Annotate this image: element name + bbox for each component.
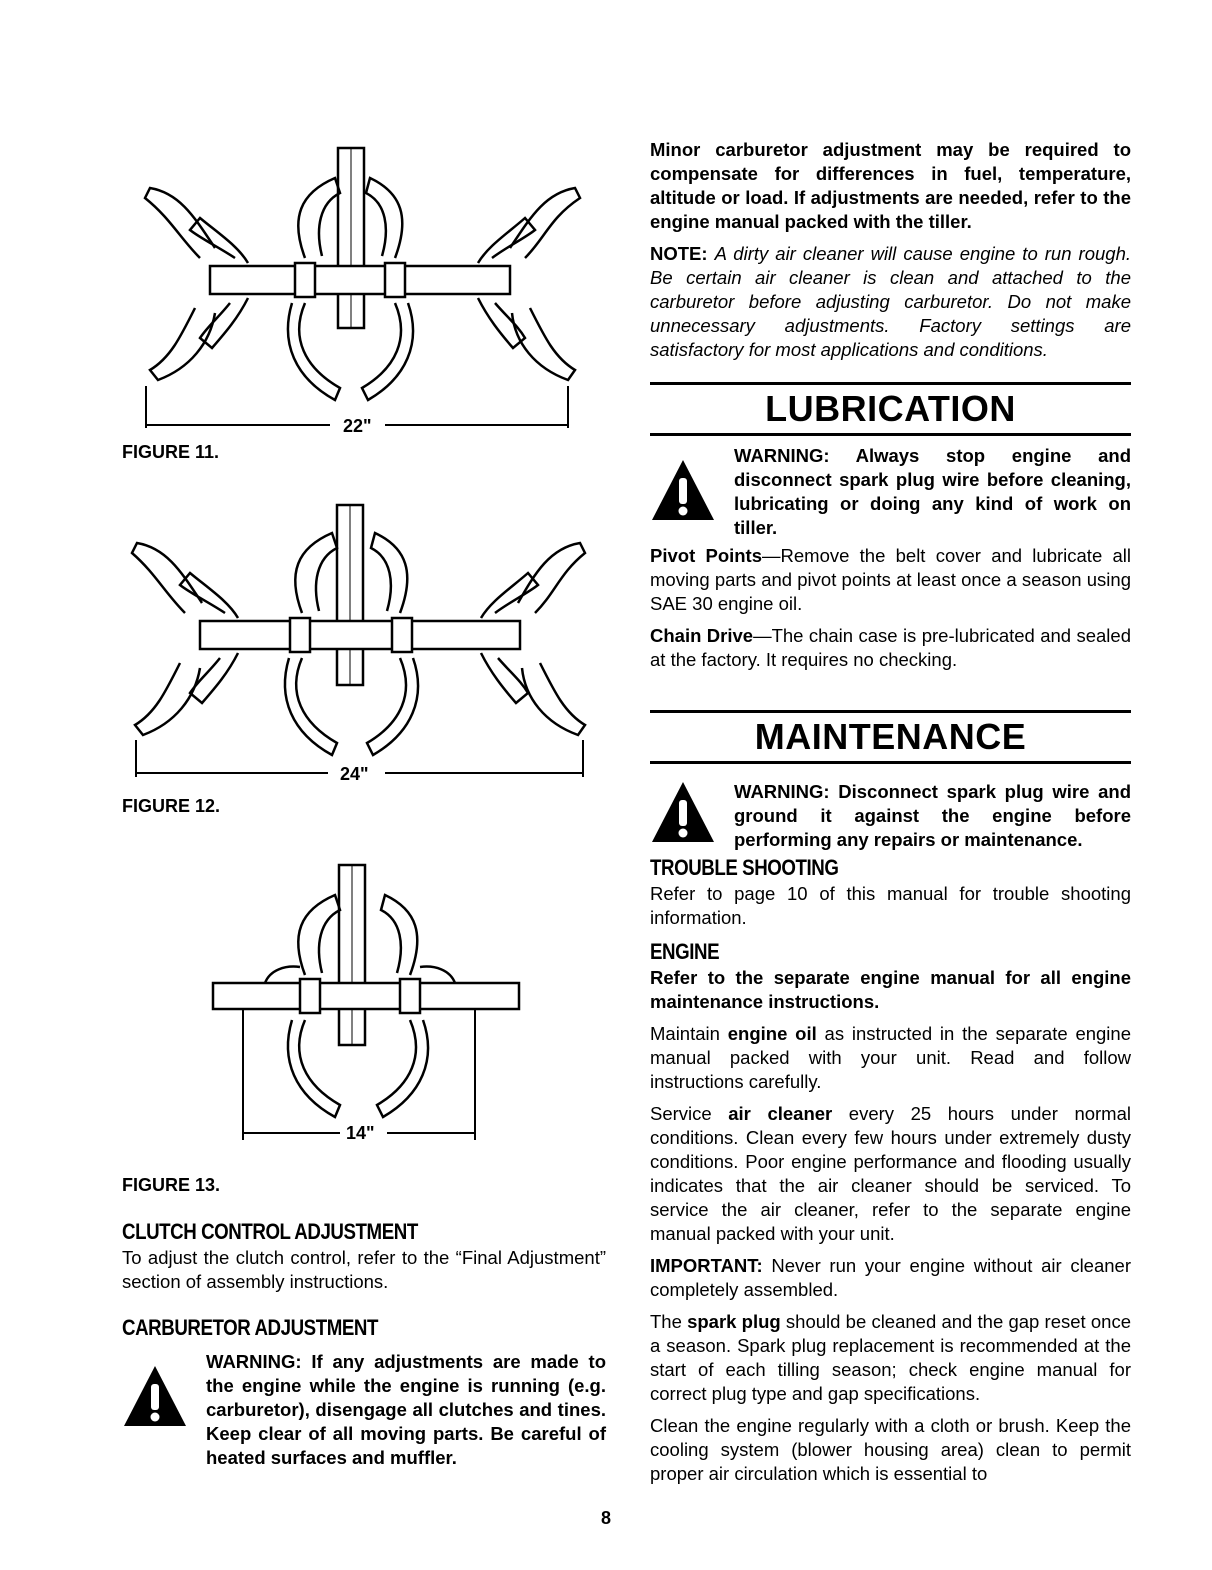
- trouble-shooting-text: Refer to page 10 of this manual for trouble shooting information.: [650, 883, 1131, 928]
- spark-post: should be cleaned and the gap reset once a season. Spark plug replacement is recommended at the start of each tilling season; check engine manual for correct plug type and gap specifications.: [650, 1311, 1131, 1404]
- engine-heading: ENGINE: [650, 939, 720, 964]
- chain-label: Chain Drive: [650, 625, 754, 646]
- figure-12-label: FIGURE 12.: [122, 796, 221, 816]
- page-number: 8: [600, 1508, 611, 1528]
- spark-pre: The: [650, 1311, 688, 1332]
- clutch-heading: CLUTCH CONTROL ADJUSTMENT: [122, 1219, 418, 1244]
- oil-post: as instructed in the separate engine manual packed with your unit. Read and follow instructions carefully.: [650, 1023, 1131, 1092]
- warning-triangle-icon: [650, 458, 716, 526]
- engine-bold-text: Refer to the separate engine manual for all engine maintenance instructions.: [650, 967, 1131, 1012]
- right-column-text: [650, 138, 1131, 1486]
- spark-plug-paragraph: [650, 1310, 1131, 1406]
- figure-12-dimension: 24": [340, 764, 369, 784]
- note-paragraph: [650, 242, 1131, 362]
- air-cleaner-paragraph: [650, 1102, 1131, 1246]
- clutch-text: To adjust the clutch control, refer to the “Final Adjustment” section of assembly instructions.: [122, 1247, 606, 1292]
- left-column-text: [122, 1218, 606, 1470]
- lubrication-warning-text: WARNING: Always stop engine and disconnect spark plug wire before cleaning, lubricating or doing any kind of work on tiller.: [734, 445, 1131, 538]
- figure-11-label: FIGURE 11.: [122, 442, 220, 462]
- maintenance-warning-text: WARNING: Disconnect spark plug wire and ground it against the engine before performing any repairs or maintenance.: [734, 781, 1131, 850]
- chain-drive-paragraph: [650, 624, 1131, 672]
- engine-oil-paragraph: [650, 1022, 1131, 1094]
- carb-warning-block: [122, 1350, 606, 1470]
- figure-13-dimension: 14": [346, 1123, 375, 1143]
- carb-adjust-text: Minor carburetor adjustment may be required to compensate for differences in fuel, temperature, altitude or load. If adjustments are needed, refer to the engine manual packed with the tiller.: [650, 139, 1131, 232]
- air-bold: air cleaner: [728, 1103, 833, 1124]
- spark-bold: spark plug: [687, 1311, 781, 1332]
- figure-11-tiller-diagram: [140, 138, 590, 438]
- carb-warning-text: WARNING: If any adjustments are made to the engine while the engine is running (e.g. carburetor), disengage all clutches and tines. Keep clear of all moving parts. Be careful of heated surfaces and muffler.: [206, 1351, 606, 1468]
- important-text: Never run your engine without air cleaner completely assembled.: [650, 1255, 1131, 1300]
- maintenance-warning-block: [650, 780, 1131, 852]
- oil-bold: engine oil: [727, 1023, 817, 1044]
- note-label: NOTE:: [650, 243, 708, 264]
- lubrication-warning-block: [650, 444, 1131, 540]
- air-post: every 25 hours under normal conditions. Clean every few hours under extremely dusty conditions. Poor engine performance and flooding usually indicates that the air cleaner should be serviced. To service the air cleaner, refer to the separate engine manual packed with your unit.: [650, 1103, 1131, 1244]
- note-text: A dirty air cleaner will cause engine to run rough. Be certain air cleaner is clean and attached to the carburetor before adjusting carburetor. Do not make unnecessary adjustments. Factory settings are satisfactory for most applications and conditions.: [650, 243, 1131, 360]
- clean-engine-paragraph: Clean the engine regularly with a cloth or brush. Keep the cooling system (blower housing area) clean to permit proper air circulation which is essential to: [650, 1415, 1131, 1484]
- figure-13-label: FIGURE 13.: [122, 1175, 221, 1195]
- trouble-shooting-heading: TROUBLE SHOOTING: [650, 855, 839, 880]
- chain-text: —The chain case is pre-lubricated and sealed at the factory. It requires no checking.: [650, 625, 1131, 670]
- figure-12-tiller-diagram: [130, 495, 590, 785]
- figure-11-dimension: 22": [343, 416, 372, 436]
- oil-pre: Maintain: [650, 1023, 728, 1044]
- maintenance-title: MAINTENANCE: [754, 716, 1027, 757]
- warning-triangle-icon: [650, 780, 716, 848]
- lubrication-title: LUBRICATION: [765, 388, 1016, 429]
- important-paragraph: [650, 1254, 1131, 1302]
- pivot-points-paragraph: [650, 544, 1131, 616]
- figure-13-tiller-diagram: [205, 855, 535, 1145]
- warning-triangle-icon: [122, 1364, 188, 1432]
- important-label: IMPORTANT:: [650, 1255, 763, 1276]
- pivot-label: Pivot Points: [650, 545, 763, 566]
- pivot-text: —Remove the belt cover and lubricate all moving parts and pivot points at least once a season using SAE 30 engine oil.: [650, 545, 1131, 614]
- air-pre: Service: [650, 1103, 729, 1124]
- carb-heading: CARBURETOR ADJUSTMENT: [122, 1315, 379, 1340]
